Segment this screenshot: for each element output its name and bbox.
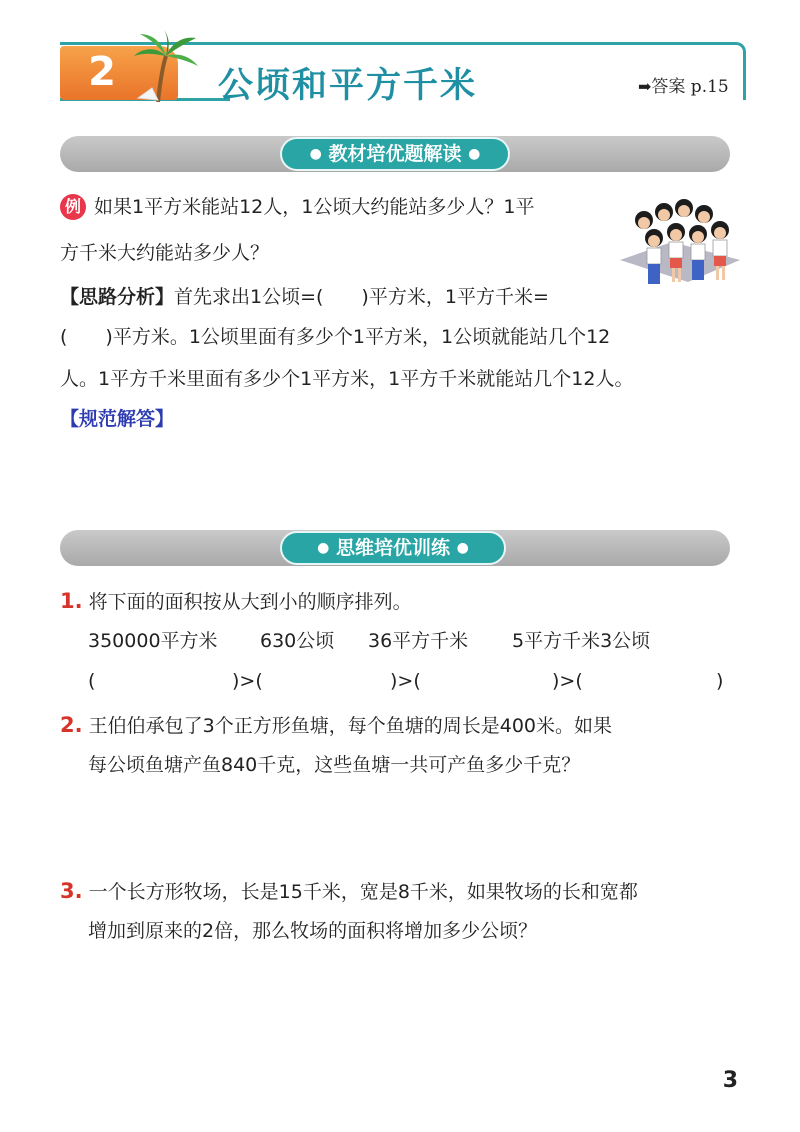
question-2 [60,712,612,739]
page-number: 3 [722,1068,738,1093]
analysis-line-2: ( )平方米。1公顷里面有多少个1平方米，1公顷就能站几个12 [60,326,611,348]
bullet-dot-icon: ● [468,146,481,162]
question-text-line-2: 增加到原来的2倍，那么牧场的面积将增加多少公顷？ [88,920,538,942]
q1-blank-sep-2: )>( [390,670,421,692]
bullet-dot-icon: ● [456,540,469,556]
example-badge: 例 [60,194,86,220]
q1-item-2: 630公顷 [260,630,335,652]
students-illustration [612,190,742,310]
bullet-dot-icon: ● [317,540,330,556]
bullet-dot-icon: ● [309,146,322,162]
example-line-1: 如果1平方米能站12人，1公顷大约能站多少人？1平 [94,196,535,218]
question-text-line-2: 每公顷鱼塘产鱼840千克，这些鱼塘一共可产鱼多少千克？ [88,754,581,776]
section-title-textbook [280,137,510,171]
section-title-training [280,531,506,565]
question-number: 1. [60,589,83,613]
page-title: 公顷和平方千米 [218,66,478,106]
question-number: 3. [60,879,83,903]
analysis-label: 【思路分析】 [60,286,175,308]
example-line-2: 方千米大约能站多少人？ [60,242,270,264]
analysis-text-1: 首先求出1公顷=( )平方米，1平方千米= [174,286,549,308]
analysis-line-1 [60,284,549,310]
q1-item-4: 5平方千米3公顷 [512,630,651,652]
question-text: 将下面的面积按从大到小的顺序排列。 [88,591,412,613]
lesson-number: 2 [88,49,116,95]
question-3 [60,878,638,905]
q1-blank-sep-3: )>( [552,670,583,692]
question-text-line-1: 一个长方形牧场，长是15千米，宽是8千米，如果牧场的长和宽都 [88,881,638,903]
q1-item-1: 350000平方米 [88,630,218,652]
q1-blank-close: ) [716,670,724,692]
answer-reference [638,72,729,97]
section-title-text: 思维培优训练 [335,537,450,559]
palm-tree-icon [128,28,200,102]
solution-label: 【规范解答】 [60,408,175,430]
section-title-text: 教材培优题解读 [328,143,462,165]
arrow-right-icon: ➡ [638,77,652,96]
answer-reference-text: 答案 p.15 [651,77,729,97]
question-text-line-1: 王伯伯承包了3个正方形鱼塘，每个鱼塘的周长是400米。如果 [88,715,612,737]
analysis-line-3: 人。1平方千米里面有多少个1平方米，1平方千米就能站几个12人。 [60,368,634,390]
question-1 [60,588,412,615]
q1-item-3: 36平方千米 [368,630,469,652]
q1-blank-open: ( [88,670,96,692]
q1-blank-sep-1: )>( [232,670,263,692]
question-number: 2. [60,713,83,737]
